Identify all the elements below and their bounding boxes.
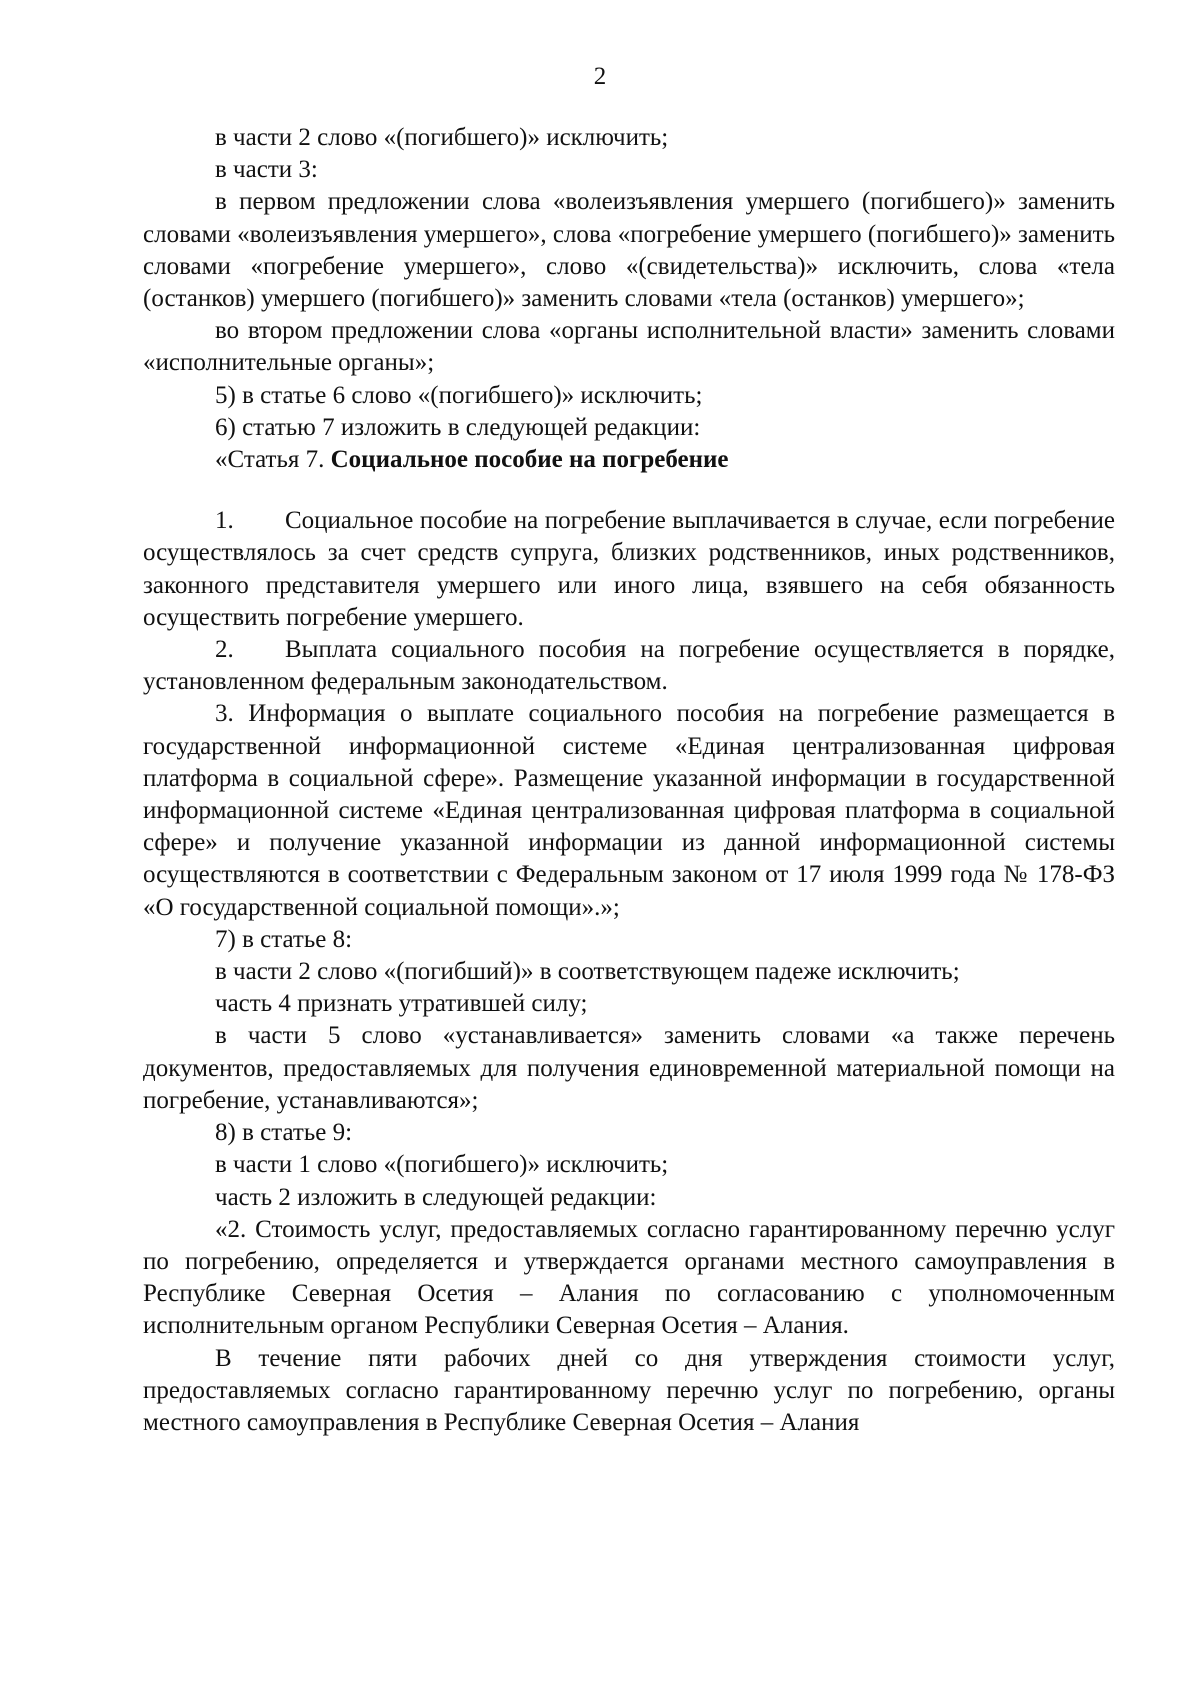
paragraph-item-7: 7) в статье 8: — [215, 925, 353, 953]
paragraph-part3-heading: в части 3: — [215, 156, 318, 184]
article-item-1 — [143, 505, 1115, 634]
paragraph-art8-part2: в части 2 слово «(погибший)» в соответствующем падеже исключить; — [215, 958, 960, 986]
article-item-2 — [143, 634, 1115, 698]
paragraph-five-days: В течение пяти рабочих дней со дня утверждения стоимости услуг, предоставляемых согласно гарантированному перечню услуг по погребению, органы местного самоуправления в Республике Северная Осетия – Алания — [143, 1344, 1115, 1436]
article-7-heading — [143, 444, 1115, 476]
paragraph-part2-exclude: в части 2 слово «(погибшего)» исключить; — [215, 124, 669, 151]
article-item-number: 2. — [215, 636, 234, 664]
paragraph-art8-part5: в части 5 слово «устанавливается» заменить словами «а также перечень документов, предоставляемых для получения единовременной материальной помощи на погребение, устанавливаются»; — [143, 1022, 1115, 1114]
paragraph-item-8: 8) в статье 9: — [215, 1119, 353, 1147]
article-item-text: Выплата социального пособия на погребение осуществляется в порядке, установленном федеральным законодательством. — [143, 636, 1115, 696]
paragraph-item-5: 5) в статье 6 слово «(погибшего)» исключить; — [215, 381, 703, 409]
article-prefix: «Статья 7. — [215, 446, 331, 474]
page-number: 2 — [593, 63, 607, 90]
paragraph-art9-part1: в части 1 слово «(погибшего)» исключить; — [215, 1151, 669, 1179]
paragraph-art8-part4: часть 4 признать утратившей силу; — [215, 990, 588, 1018]
paragraph-second-sentence: во втором предложении слова «органы исполнительной власти» заменить словами «исполнительные органы»; — [143, 317, 1115, 377]
document-body — [143, 122, 1115, 1439]
paragraph-first-sentence: в первом предложении слова «волеизъявления умершего (погибшего)» заменить словами «волеизъявления умершего», слова «погребение умершего (погибшего)» заменить словами «погребение умершего», слово «(свидетельства)» исключить, слова «тела (останков) умершего (погибшего)» заменить словами «тела (останков) умершего»; — [143, 188, 1115, 313]
paragraph-item-6: 6) статью 7 изложить в следующей редакции: — [215, 413, 701, 441]
article-item-number: 1. — [215, 507, 234, 535]
article-title: Социальное пособие на погребение — [330, 446, 729, 474]
article-item-text: Социальное пособие на погребение выплачивается в случае, если погребение осуществлялось за счет средств супруга, близких родственников, иных родственников, законного представителя умершего или иного лица, взявшего на себя обязанность осуществить погребение умершего. — [143, 507, 1115, 631]
article-item-3: 3. Информация о выплате социального пособия на погребение размещается в государственной информационной системе «Единая централизованная цифровая платформа в социальной сфере». Размещение указанной информации в государственной информационной системе «Единая централизованная цифровая платформа в социальной сфере» и получение указанной информации из данной информационной системы осуществляются в соответствии с Федеральным законом от 17 июля 1999 года № 178-ФЗ «О государственной социальной помощи».»; — [143, 700, 1115, 921]
paragraph-art9-part2-heading: часть 2 изложить в следующей редакции: — [215, 1183, 657, 1211]
paragraph-art9-part2-text: «2. Стоимость услуг, предоставляемых согласно гарантированному перечню услуг по погребению, определяется и утверждается органами местного самоуправления в Республике Северная Осетия – Алания по согласованию с уполномоченным исполнительным органом Республики Северная Осетия – Алания. — [143, 1215, 1115, 1340]
